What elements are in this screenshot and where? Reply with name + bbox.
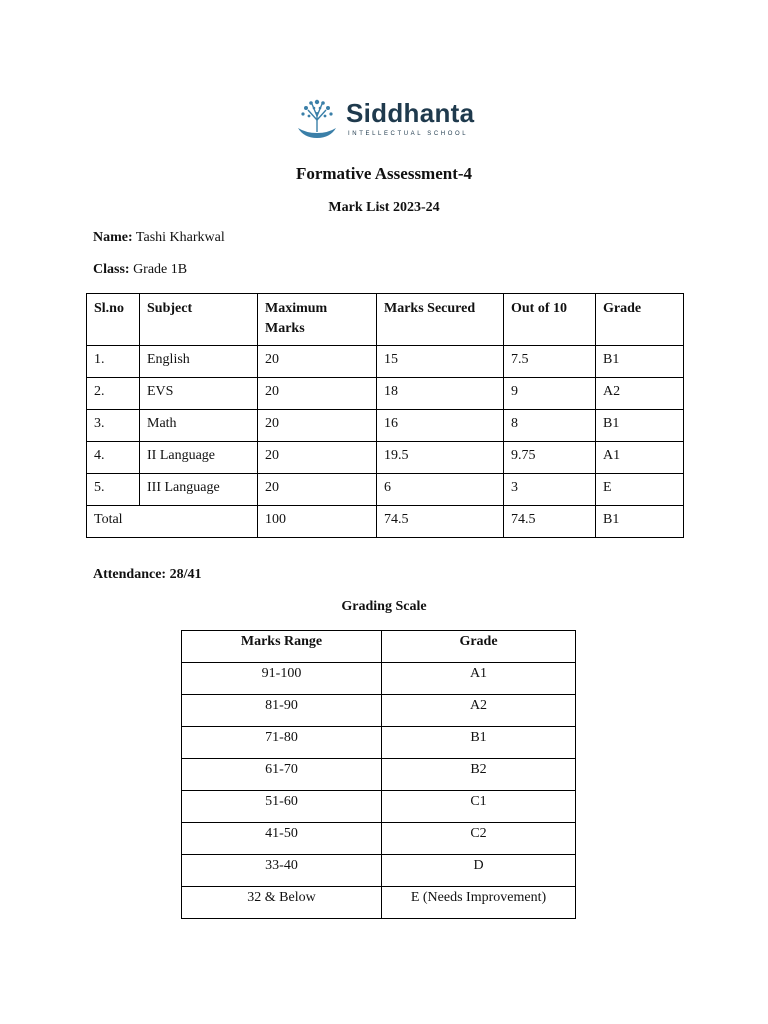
class-label: Class: [93,262,130,277]
student-class-line [93,262,187,278]
column-header: Subject [140,294,258,346]
table-cell: 3. [87,410,140,442]
page-title: Formative Assessment-4 [295,164,473,183]
table-cell: A1 [596,442,684,474]
column-header: Sl.no [87,294,140,346]
total-out-of-10: 74.5 [504,506,596,538]
grade: C1 [382,791,576,823]
table-cell: III Language [140,474,258,506]
table-cell: II Language [140,442,258,474]
table-cell: 2. [87,378,140,410]
table-cell: 16 [377,410,504,442]
marks-range: 71-80 [182,727,382,759]
school-tagline: INTELLECTUAL SCHOOL [348,131,469,137]
student-class: Grade 1B [133,262,188,277]
total-row [87,506,684,538]
table-row [87,346,684,378]
marks-range: 41-50 [182,823,382,855]
table-cell: 20 [258,474,377,506]
table-row [87,474,684,506]
tree-hands-icon [292,94,342,144]
table-row [182,823,576,855]
student-name-line [93,230,225,246]
table-cell: B1 [596,346,684,378]
marks-range: 61-70 [182,759,382,791]
table-cell: 20 [258,378,377,410]
table-cell: 5. [87,474,140,506]
table-cell: 1. [87,346,140,378]
table-cell: 9 [504,378,596,410]
grade: B2 [382,759,576,791]
table-cell: 8 [504,410,596,442]
table-cell: English [140,346,258,378]
table-row [182,759,576,791]
table-row [87,378,684,410]
scale-header-row [182,631,576,663]
grade: E (Needs Improvement) [382,887,576,919]
table-cell: A2 [596,378,684,410]
grade: D [382,855,576,887]
table-cell: 4. [87,442,140,474]
table-cell: 7.5 [504,346,596,378]
table-cell: E [596,474,684,506]
table-row [182,727,576,759]
attendance: Attendance: 28/41 [93,567,202,582]
table-cell: 19.5 [377,442,504,474]
table-cell: B1 [596,410,684,442]
marks-range: 51-60 [182,791,382,823]
grade: C2 [382,823,576,855]
table-cell: 20 [258,346,377,378]
table-row [182,663,576,695]
column-header: Grade [596,294,684,346]
total-grade: B1 [596,506,684,538]
total-secured: 74.5 [377,506,504,538]
name-label: Name: [93,230,133,245]
table-row [87,442,684,474]
table-row [182,855,576,887]
marks-range: 32 & Below [182,887,382,919]
school-logo [292,90,478,150]
column-header: Out of 10 [504,294,596,346]
table-cell: 6 [377,474,504,506]
table-row [87,410,684,442]
table-cell: 18 [377,378,504,410]
table-cell: Math [140,410,258,442]
marks-range: 33-40 [182,855,382,887]
table-cell: 3 [504,474,596,506]
student-name: Tashi Kharkwal [135,230,225,245]
column-header: Maximum Marks [258,294,377,346]
marks-table [86,293,684,538]
table-cell: 9.75 [504,442,596,474]
table-cell: 20 [258,410,377,442]
total-label: Total [87,506,258,538]
page-subtitle: Mark List 2023-24 [328,200,440,215]
grade: A2 [382,695,576,727]
total-maximum: 100 [258,506,377,538]
table-cell: 20 [258,442,377,474]
table-cell: 15 [377,346,504,378]
table-row [182,887,576,919]
grade: A1 [382,663,576,695]
table-cell: EVS [140,378,258,410]
table-row [182,791,576,823]
marks-range: 81-90 [182,695,382,727]
marks-header-row [87,294,684,346]
column-header: Marks Range [182,631,382,663]
grading-scale-table [181,630,576,919]
grade: B1 [382,727,576,759]
grading-scale-title: Grading Scale [341,599,427,614]
column-header: Grade [382,631,576,663]
school-name: Siddhanta [346,98,475,128]
table-row [182,695,576,727]
column-header: Marks Secured [377,294,504,346]
marks-range: 91-100 [182,663,382,695]
